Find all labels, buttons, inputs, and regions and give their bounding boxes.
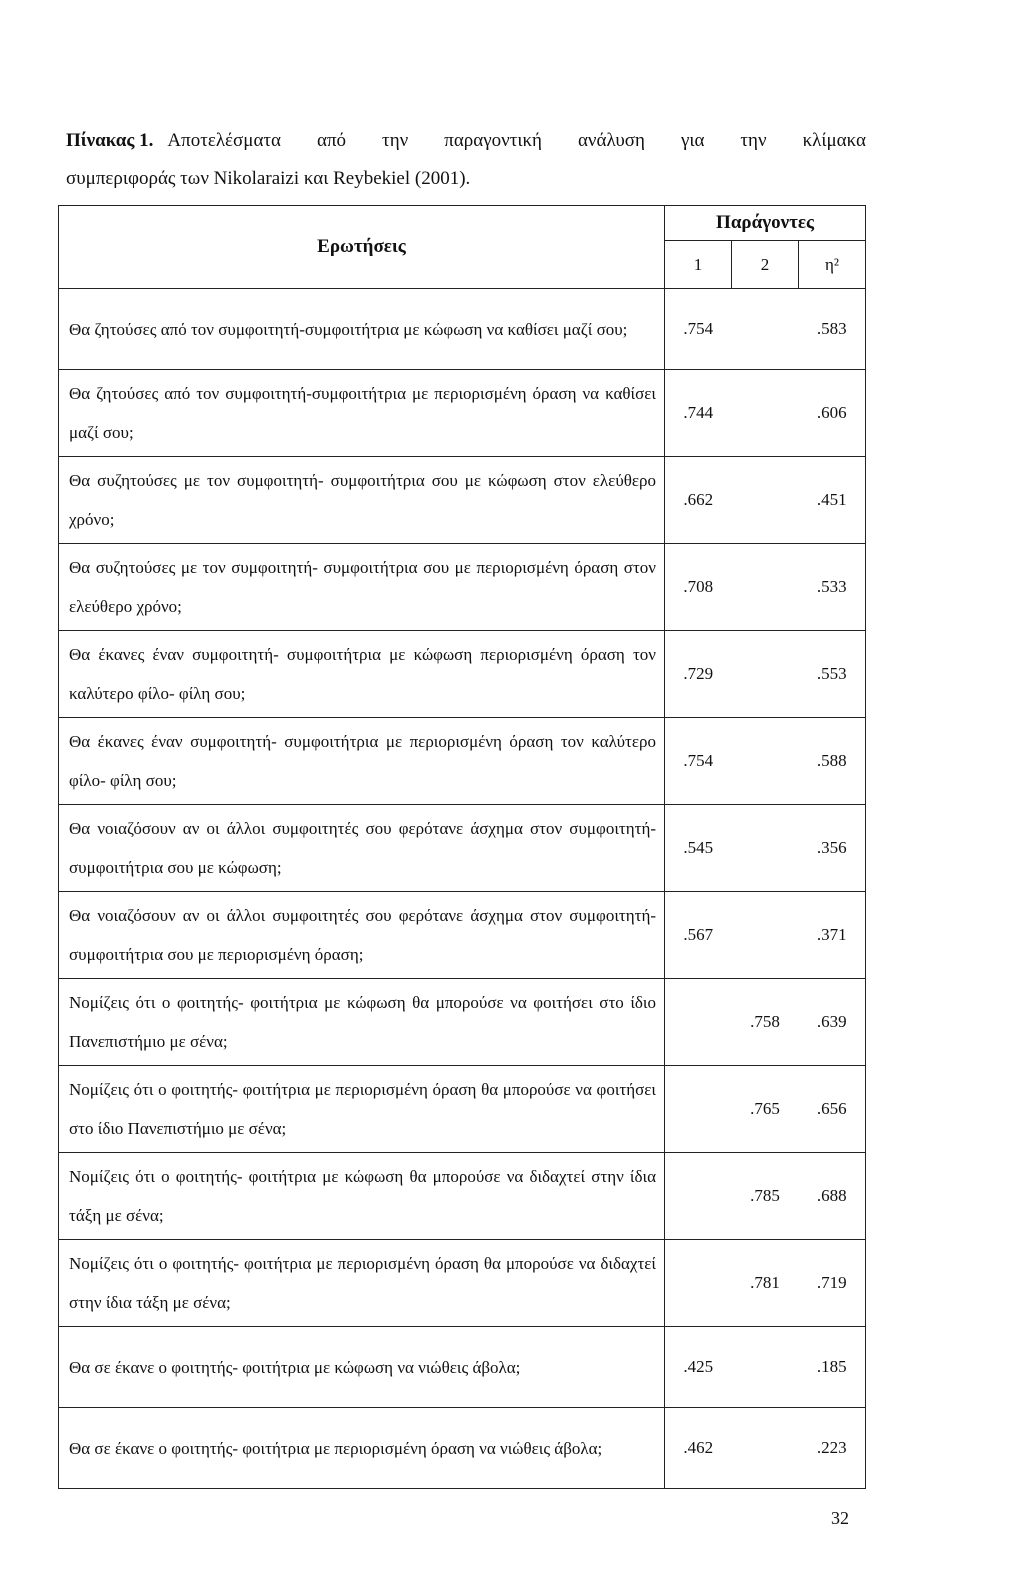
question-cell: Νομίζεις ότι ο φοιτητής- φοιτήτρια με κώφωση θα μπορούσε να διδαχτεί στην ίδια τάξη με σένα; (59, 1153, 665, 1240)
table-row (59, 1327, 866, 1408)
factor-2-cell: .765 (732, 1066, 799, 1153)
table-row (59, 544, 866, 631)
eta-squared-cell: .656 (799, 1066, 866, 1153)
header-questions: Ερωτήσεις (59, 206, 665, 289)
factor-1-cell: .662 (665, 457, 732, 544)
factor-2-cell (732, 544, 799, 631)
table-row (59, 457, 866, 544)
eta-squared-cell: .356 (799, 805, 866, 892)
caption-text-line-1: Αποτελέσματα από την παραγοντική ανάλυση για την κλίμακα (167, 130, 866, 151)
eta-squared-cell: .451 (799, 457, 866, 544)
question-cell: Νομίζεις ότι ο φοιτητής- φοιτήτρια με κώφωση θα μπορούσε να φοιτήσει στο ίδιο Πανεπιστήμιο με σένα; (59, 979, 665, 1066)
factor-2-cell (732, 631, 799, 718)
question-cell: Θα ζητούσες από τον συμφοιτητή-συμφοιτήτρια με κώφωση να καθίσει μαζί σου; (59, 289, 665, 370)
question-cell: Νομίζεις ότι ο φοιτητής- φοιτήτρια με περιορισμένη όραση θα μπορούσε να φοιτήσει στο ίδιο Πανεπιστήμιο με σένα; (59, 1066, 665, 1153)
table-row (59, 289, 866, 370)
eta-squared-cell: .583 (799, 289, 866, 370)
eta-squared-cell: .533 (799, 544, 866, 631)
factor-2-cell: .785 (732, 1153, 799, 1240)
question-cell: Θα συζητούσες με τον συμφοιτητή- συμφοιτήτρια σου με περιορισμένη όραση στον ελεύθερο χρόνο; (59, 544, 665, 631)
table-row (59, 892, 866, 979)
factor-1-cell (665, 1153, 732, 1240)
table-row (59, 631, 866, 718)
factor-1-cell: .708 (665, 544, 732, 631)
factor-analysis-table (58, 205, 866, 1489)
table-row (59, 1153, 866, 1240)
factor-1-cell: .754 (665, 289, 732, 370)
eta-squared-cell: .371 (799, 892, 866, 979)
factor-2-cell (732, 718, 799, 805)
eta-squared-cell: .606 (799, 370, 866, 457)
factor-1-cell: .729 (665, 631, 732, 718)
question-cell: Νομίζεις ότι ο φοιτητής- φοιτήτρια με περιορισμένη όραση θα μπορούσε να διδαχτεί στην ίδια τάξη με σένα; (59, 1240, 665, 1327)
caption-line-1 (66, 122, 866, 160)
eta-squared-cell: .639 (799, 979, 866, 1066)
header-factor-2: 2 (732, 241, 799, 289)
question-cell: Θα σε έκανε ο φοιτητής- φοιτήτρια με περιορισμένη όραση να νιώθεις άβολα; (59, 1408, 665, 1489)
factor-1-cell: .744 (665, 370, 732, 457)
factor-2-cell (732, 457, 799, 544)
factor-2-cell (732, 1327, 799, 1408)
table-row (59, 718, 866, 805)
header-factors: Παράγοντες (665, 206, 866, 241)
table-row (59, 805, 866, 892)
factor-2-cell (732, 805, 799, 892)
eta-squared-cell: .553 (799, 631, 866, 718)
question-cell: Θα έκανες έναν συμφοιτητή- συμφοιτήτρια με περιορισμένη όραση τον καλύτερο φίλο- φίλη σου; (59, 718, 665, 805)
header-factor-1: 1 (665, 241, 732, 289)
table-caption (66, 122, 866, 198)
caption-text-line-2: συμπεριφοράς των Nikolaraizi και Reybekiel (2001). (66, 168, 471, 189)
table-row (59, 1066, 866, 1153)
factor-2-cell (732, 289, 799, 370)
factor-2-cell (732, 370, 799, 457)
question-cell: Θα ζητούσες από τον συμφοιτητή-συμφοιτήτρια με περιορισμένη όραση να καθίσει μαζί σου; (59, 370, 665, 457)
factor-2-cell (732, 892, 799, 979)
table-row (59, 370, 866, 457)
factor-1-cell: .567 (665, 892, 732, 979)
factor-1-cell: .754 (665, 718, 732, 805)
eta-squared-cell: .688 (799, 1153, 866, 1240)
caption-label: Πίνακας 1. (66, 130, 154, 151)
eta-squared-cell: .588 (799, 718, 866, 805)
eta-squared-cell: .719 (799, 1240, 866, 1327)
header-eta-squared: η² (799, 241, 866, 289)
table-row (59, 979, 866, 1066)
question-cell: Θα νοιαζόσουν αν οι άλλοι συμφοιτητές σου φερότανε άσχημα στον συμφοιτητή- συμφοιτήτρια σου με κώφωση; (59, 805, 665, 892)
factor-1-cell: .425 (665, 1327, 732, 1408)
question-cell: Θα έκανες έναν συμφοιτητή- συμφοιτήτρια με κώφωση περιορισμένη όραση τον καλύτερο φίλο- φίλη σου; (59, 631, 665, 718)
table-row (59, 1408, 866, 1489)
question-cell: Θα συζητούσες με τον συμφοιτητή- συμφοιτήτρια σου με κώφωση στον ελεύθερο χρόνο; (59, 457, 665, 544)
factor-2-cell (732, 1408, 799, 1489)
factor-1-cell: .545 (665, 805, 732, 892)
factor-1-cell (665, 979, 732, 1066)
table-row (59, 1240, 866, 1327)
question-cell: Θα νοιαζόσουν αν οι άλλοι συμφοιτητές σου φερότανε άσχημα στον συμφοιτητή- συμφοιτήτρια σου με περιορισμένη όραση; (59, 892, 665, 979)
factor-2-cell: .758 (732, 979, 799, 1066)
question-cell: Θα σε έκανε ο φοιτητής- φοιτήτρια με κώφωση να νιώθεις άβολα; (59, 1327, 665, 1408)
factor-1-cell (665, 1240, 732, 1327)
page-number: 32 (831, 1508, 849, 1528)
eta-squared-cell: .185 (799, 1327, 866, 1408)
factor-1-cell (665, 1066, 732, 1153)
factor-2-cell: .781 (732, 1240, 799, 1327)
factor-1-cell: .462 (665, 1408, 732, 1489)
eta-squared-cell: .223 (799, 1408, 866, 1489)
